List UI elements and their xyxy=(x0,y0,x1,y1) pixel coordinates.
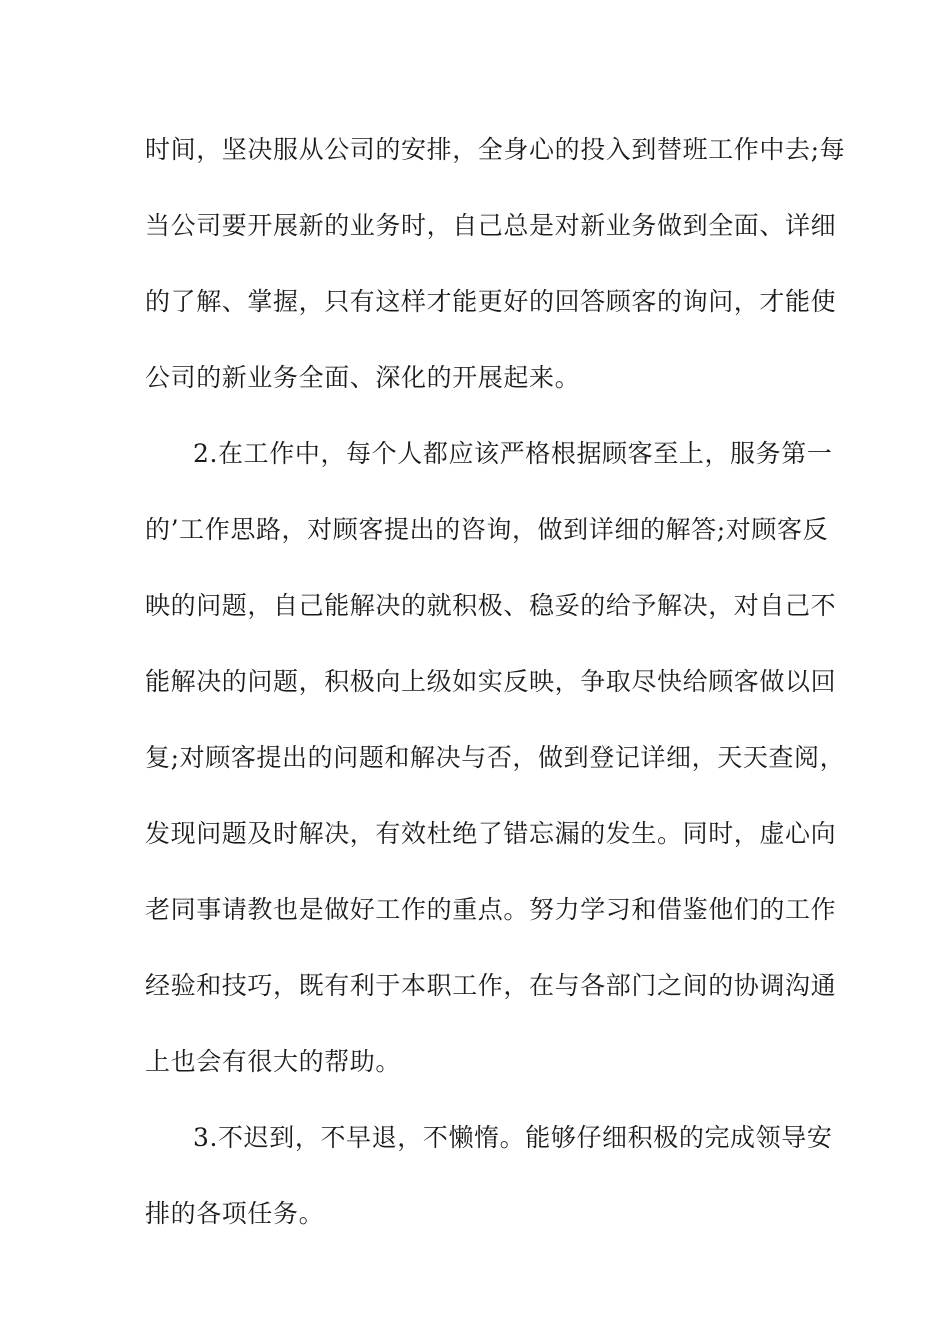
text-line: 经验和技巧，既有利于本职工作，在与各部门之间的协调沟通 xyxy=(145,971,837,1000)
text-line: 排的各项任务。 xyxy=(145,1199,325,1228)
text-line: 公司的新业务全面、深化的开展起来。 xyxy=(145,363,581,392)
text-line: 发现问题及时解决，有效杜绝了错忘漏的发生。同时，虚心向 xyxy=(145,819,837,848)
text-line: 时间，坚决服从公司的安排，全身心的投入到替班工作中去;每 xyxy=(145,135,846,164)
text-line: 复;对顾客提出的问题和解决与否，做到登记详细，天天查阅， xyxy=(145,743,846,772)
text-line: 上也会有很大的帮助。 xyxy=(145,1047,402,1076)
text-line: 的’工作思路，对顾客提出的咨询，做到详细的解答;对顾客反 xyxy=(145,515,829,544)
paragraph-3-first-line: 3.不迟到，不早退，不懒惰。能够仔细积极的完成领导安 xyxy=(193,1123,833,1152)
text-line: 映的问题，自己能解决的就积极、稳妥的给予解决，对自己不 xyxy=(145,591,837,620)
paragraph-2-first-line: 2.在工作中，每个人都应该严格根据顾客至上，服务第一 xyxy=(193,439,833,468)
text-line: 能解决的问题，积极向上级如实反映，争取尽快给顾客做以回 xyxy=(145,667,837,696)
text-line: 老同事请教也是做好工作的重点。努力学习和借鉴他们的工作 xyxy=(145,895,837,924)
text-line: 当公司要开展新的业务时，自己总是对新业务做到全面、详细 xyxy=(145,211,837,240)
text-line: 的了解、掌握，只有这样才能更好的回答顾客的询问，才能使 xyxy=(145,287,837,316)
